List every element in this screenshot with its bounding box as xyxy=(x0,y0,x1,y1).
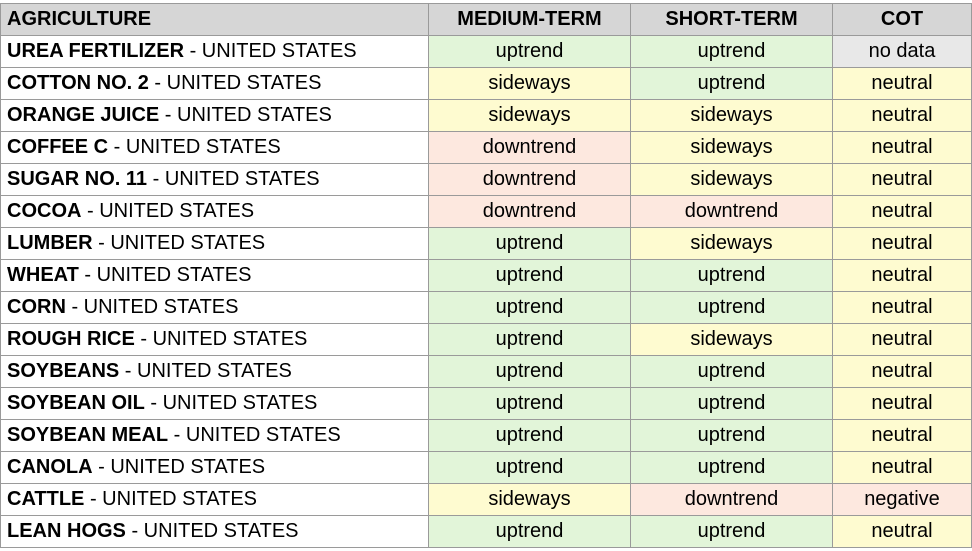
cot-cell: neutral xyxy=(833,356,972,388)
medium-term-cell: uptrend xyxy=(429,228,631,260)
commodity-cell xyxy=(1,260,429,292)
commodity-cell xyxy=(1,484,429,516)
commodity-cell xyxy=(1,292,429,324)
short-term-cell: uptrend xyxy=(631,388,833,420)
medium-term-cell: sideways xyxy=(429,484,631,516)
commodity-region: - UNITED STATES xyxy=(108,136,281,158)
commodity-name: ORANGE JUICE xyxy=(7,104,160,126)
medium-term-cell: downtrend xyxy=(429,196,631,228)
commodity-name: UREA FERTILIZER xyxy=(7,40,185,62)
commodity-name: COFFEE C xyxy=(7,136,109,158)
header-cot: COT xyxy=(833,4,972,36)
short-term-cell: downtrend xyxy=(631,196,833,228)
commodity-region: - UNITED STATES xyxy=(92,232,266,254)
commodity-cell xyxy=(1,356,429,388)
commodity-cell xyxy=(1,164,429,196)
short-term-cell: sideways xyxy=(631,324,833,356)
cot-cell: neutral xyxy=(833,132,972,164)
header-agriculture: AGRICULTURE xyxy=(1,4,429,36)
medium-term-cell: uptrend xyxy=(429,324,631,356)
commodity-name: SOYBEANS xyxy=(7,360,120,382)
short-term-cell: uptrend xyxy=(631,292,833,324)
commodity-name: SOYBEAN MEAL xyxy=(7,424,169,446)
commodity-cell xyxy=(1,388,429,420)
medium-term-cell: uptrend xyxy=(429,420,631,452)
commodity-name: CANOLA xyxy=(7,456,93,478)
commodity-cell xyxy=(1,68,429,100)
header-short-term: SHORT-TERM xyxy=(631,4,833,36)
cot-cell: neutral xyxy=(833,292,972,324)
table-row xyxy=(1,420,972,452)
short-term-cell: sideways xyxy=(631,164,833,196)
medium-term-cell: sideways xyxy=(429,68,631,100)
cot-cell: neutral xyxy=(833,228,972,260)
cot-cell: neutral xyxy=(833,420,972,452)
commodity-region: - UNITED STATES xyxy=(119,360,292,382)
table-row xyxy=(1,260,972,292)
commodity-cell xyxy=(1,132,429,164)
short-term-cell: uptrend xyxy=(631,260,833,292)
commodity-region: - UNITED STATES xyxy=(159,104,332,126)
commodity-name: CORN xyxy=(7,296,66,318)
commodity-name: WHEAT xyxy=(7,264,79,286)
cot-cell: negative xyxy=(833,484,972,516)
short-term-cell: sideways xyxy=(631,132,833,164)
commodity-region: - UNITED STATES xyxy=(78,264,252,286)
commodity-name: ROUGH RICE xyxy=(7,328,135,350)
short-term-cell: uptrend xyxy=(631,356,833,388)
medium-term-cell: uptrend xyxy=(429,388,631,420)
cot-cell: neutral xyxy=(833,164,972,196)
commodity-name: LUMBER xyxy=(7,232,93,254)
medium-term-cell: uptrend xyxy=(429,260,631,292)
commodity-cell xyxy=(1,452,429,484)
commodity-cell xyxy=(1,324,429,356)
short-term-cell: uptrend xyxy=(631,516,833,548)
commodity-cell xyxy=(1,100,429,132)
commodity-region: - UNITED STATES xyxy=(92,456,266,478)
medium-term-cell: uptrend xyxy=(429,516,631,548)
table-row xyxy=(1,228,972,260)
commodity-region: - UNITED STATES xyxy=(148,72,322,94)
table-row xyxy=(1,292,972,324)
cot-cell: neutral xyxy=(833,324,972,356)
table-row xyxy=(1,452,972,484)
table-row xyxy=(1,164,972,196)
commodity-region: - UNITED STATES xyxy=(184,40,357,62)
agriculture-trend-table xyxy=(0,3,972,548)
short-term-cell: sideways xyxy=(631,100,833,132)
medium-term-cell: sideways xyxy=(429,100,631,132)
medium-term-cell: uptrend xyxy=(429,292,631,324)
table-row xyxy=(1,132,972,164)
table-row xyxy=(1,516,972,548)
cot-cell: neutral xyxy=(833,452,972,484)
commodity-name: COTTON NO. 2 xyxy=(7,72,149,94)
table-row xyxy=(1,484,972,516)
header-medium-term: MEDIUM-TERM xyxy=(429,4,631,36)
table-row xyxy=(1,356,972,388)
cot-cell: neutral xyxy=(833,68,972,100)
commodity-cell xyxy=(1,36,429,68)
commodity-cell xyxy=(1,516,429,548)
commodity-cell xyxy=(1,420,429,452)
table-row xyxy=(1,324,972,356)
commodity-cell xyxy=(1,228,429,260)
commodity-region: - UNITED STATES xyxy=(168,424,341,446)
short-term-cell: downtrend xyxy=(631,484,833,516)
commodity-cell xyxy=(1,196,429,228)
commodity-region: - UNITED STATES xyxy=(125,520,299,542)
table-row xyxy=(1,196,972,228)
commodity-name: SOYBEAN OIL xyxy=(7,392,145,414)
commodity-name: LEAN HOGS xyxy=(7,520,126,542)
commodity-name: COCOA xyxy=(7,200,82,222)
medium-term-cell: uptrend xyxy=(429,356,631,388)
medium-term-cell: uptrend xyxy=(429,452,631,484)
table-row xyxy=(1,68,972,100)
cot-cell: neutral xyxy=(833,388,972,420)
commodity-region: - UNITED STATES xyxy=(144,392,318,414)
short-term-cell: uptrend xyxy=(631,68,833,100)
cot-cell: neutral xyxy=(833,196,972,228)
header-row xyxy=(1,4,972,36)
cot-cell: neutral xyxy=(833,260,972,292)
commodity-name: CATTLE xyxy=(7,488,85,510)
commodity-name: SUGAR NO. 11 xyxy=(7,168,148,190)
commodity-region: - UNITED STATES xyxy=(84,488,258,510)
commodity-region: - UNITED STATES xyxy=(81,200,255,222)
medium-term-cell: uptrend xyxy=(429,36,631,68)
table-row xyxy=(1,388,972,420)
commodity-region: - UNITED STATES xyxy=(65,296,239,318)
medium-term-cell: downtrend xyxy=(429,164,631,196)
short-term-cell: uptrend xyxy=(631,420,833,452)
short-term-cell: uptrend xyxy=(631,36,833,68)
short-term-cell: uptrend xyxy=(631,452,833,484)
cot-cell: neutral xyxy=(833,516,972,548)
medium-term-cell: downtrend xyxy=(429,132,631,164)
short-term-cell: sideways xyxy=(631,228,833,260)
table-row xyxy=(1,36,972,68)
commodity-region: - UNITED STATES xyxy=(147,168,320,190)
cot-cell: no data xyxy=(833,36,972,68)
table-row xyxy=(1,100,972,132)
commodity-region: - UNITED STATES xyxy=(134,328,308,350)
cot-cell: neutral xyxy=(833,100,972,132)
